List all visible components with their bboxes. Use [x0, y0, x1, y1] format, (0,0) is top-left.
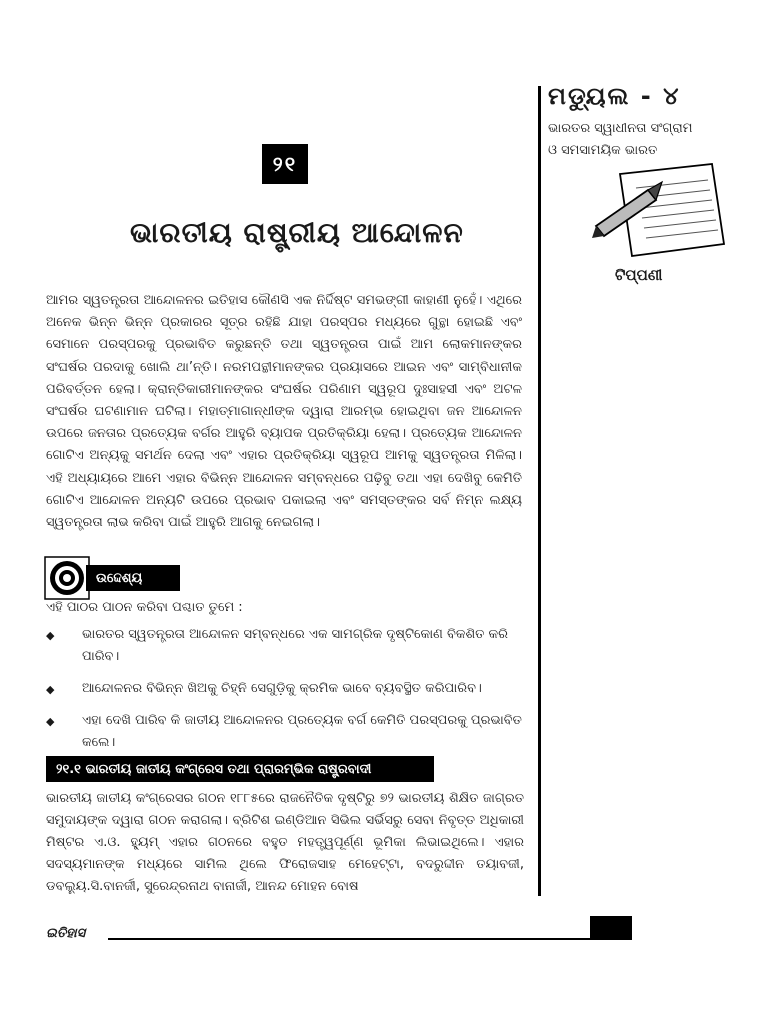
page-number-box	[590, 916, 632, 940]
module-subtitle-line-1: ଭାରତର ସ୍ୱାଧୀନତା ସଂଗ୍ରାମ	[548, 121, 693, 136]
section-paragraph: ଭାରତୀୟ ଜାତୀୟ କଂଗ୍ରେସର ଗଠନ ୧୮୮୫ରେ ରାଜନୈତିକ ଦୃଷ୍ଟିରୁ ୭୨ ଭାରତୀୟ ଶିକ୍ଷିତ ଜାଗ୍ରତ ସମୁଦାୟଙ୍କ ଦ୍ୱାରା ଗଠନ କରାଗଲା। ବ୍ରିଟିଶ ଇଣ୍ଡିଆନ ସିଭିଲ ସର୍ଭିସରୁ ସେବା ନିବୃତ୍ତ ଅଧିକାରୀ ମିଷ୍ଟର ଏ.ଓ. ହ୍ୟୁମ୍ ଏହାର ଗଠନରେ ବହୁତ ମହତ୍ତ୍ୱପୂର୍ଣ୍ଣ ଭୂମିକା ଲିଭାଇଥିଲେ। ଏହାର ସଦସ୍ୟମାନଙ୍କ ମଧ୍ୟରେ ସାମିଲ ଥିଲେ ଫିରୋଜସାହ ମେହେଟ୍ଟା, ବଦରୁଦ୍ଦୀନ ତୟାବଜୀ, ଡବଲ୍ୟୁ.ସି.ବାନର୍ଜୀ, ସୁରେନ୍ଦ୍ରନାଥ ବାନାର୍ଜୀ, ଆନନ୍ଦ ମୋହନ ବୋଷ	[46, 791, 524, 894]
module-subtitle	[548, 118, 738, 162]
section-heading: ୨୧.୧ ଭାରତୀୟ ଜାତୀୟ କଂଗ୍ରେସ ତଥା ପ୍ରାରମ୍ଭିକ ରାଷ୍ଟ୍ରବାଦୀ	[46, 756, 434, 782]
notes-label: ଟିପ୍ପଣୀ	[615, 266, 663, 284]
list-item: ◆ ଭାରତର ସ୍ୱତନ୍ତ୍ରତା ଆନ୍ଦୋଳନ ସମ୍ବନ୍ଧରେ ଏକ ସାମଗ୍ରିକ ଦୃଷ୍ଟିକୋଣ ବିକଶିତ କରି ପାରିବ।	[46, 627, 509, 664]
diamond-bullet-icon: ◆	[46, 715, 55, 728]
footer-subject: ଇତିହାସ	[46, 926, 86, 941]
list-item: ◆ ଆନ୍ଦୋଳନର ବିଭିନ୍ନ ଖିଅକୁ ଚିହ୍ନି ସେଗୁଡ଼ିକୁ କ୍ରମିକ ଭାବେ ବ୍ୟବସ୍ଥିତ କରିପାରିବ।	[46, 678, 526, 700]
list-item: ◆ ଏହା ଦେଖି ପାରିବ କି ଜାତୀୟ ଆନ୍ଦୋଳନର ପ୍ରତ୍ୟେକ ବର୍ଗ କେମିତି ପରସ୍ପରକୁ ପ୍ରଭାବିତ କଲେ।	[46, 713, 522, 750]
intro-paragraph: ଆମର ସ୍ୱତନ୍ତ୍ରତା ଆନ୍ଦୋଳନର ଇତିହାସ କୌଣସି ଏକ ନିର୍ଦ୍ଦିଷ୍ଟ ସମଭଙ୍ଗୀ କାହାଣୀ ନୁହେଁ। ଏଥିରେ ଅନେକ ଭିନ୍ନ ଭିନ୍ନ ପ୍ରକାରର ସୂତ୍ର ରହିଛି ଯାହା ପରସ୍ପର ମଧ୍ୟରେ ଗୁନ୍ଥା ହୋଇଛି ଏବଂ ସେମାନେ ପରସ୍ପରକୁ ପ୍ରଭାବିତ କରୁଛନ୍ତି ତଥା ସ୍ୱତନ୍ତ୍ରତା ପାଇଁ ଆମ ଲୋକମାନଙ୍କର ସଂଘର୍ଷର ପରଦାକୁ ଖୋଲି ଥା’ନ୍ତି। ନରମପନ୍ଥୀମାନଙ୍କର ପ୍ରୟାସରେ ଆଇନ ଏବଂ ସାମ୍ବିଧାନୀକ ପରିବର୍ତ୍ତନ ହେଲା। କ୍ରାନ୍ତିକାରୀମାନଙ୍କର ସଂଘର୍ଷର ପରିଣାମ ସ୍ୱରୂପ ଦୁଃସାହସୀ ଏବଂ ଅଟଳ ସଂଘର୍ଷର ଘଟଣାମାନ ଘଟିଲା। ମହାତ୍ମାଗାନ୍ଧୀଙ୍କ ଦ୍ୱାରା ଆରମ୍ଭ ହୋଇଥିବା ଜନ ଆନ୍ଦୋଳନ ଉପରେ ଜନତାର ପ୍ରତ୍ୟେକ ବର୍ଗର ଆହୁରି ବ୍ୟାପକ ପ୍ରତିକ୍ରିୟା ହେଲା। ପ୍ରତ୍ୟେକ ଆନ୍ଦୋଳନ ଗୋଟିଏ ଅନ୍ୟକୁ ସମର୍ଥନ ଦେଲା ଏବଂ ଏହାର ପ୍ରତିକ୍ରିୟା ସ୍ୱରୂପ ଆମକୁ ସ୍ୱତନ୍ତ୍ରତା ମିଳିଲା। ଏହି ଅଧ୍ୟାୟରେ ଆମେ ଏହାର ବିଭିନ୍ନ ଆନ୍ଦୋଳନ ସମ୍ବନ୍ଧରେ ପଢ଼ିବୁ ତଥା ଏହା ଦେଖିବୁ କେମିତି ଗୋଟିଏ ଆନ୍ଦୋଳନ ଅନ୍ୟଟି ଉପରେ ପ୍ରଭାବ ପକାଇଲା ଏବଂ ସମସ୍ତଙ୍କର ସର୍ବ ନିମ୍ନ ଲକ୍ଷ୍ୟ ସ୍ୱତନ୍ତ୍ରତା ଲାଭ କରିବା ପାଇଁ ଆହୁରି ଆଗକୁ ନେଇଗଲା।	[46, 293, 522, 531]
chapter-number: ୨୧	[262, 144, 308, 184]
objectives-heading: ଉଦ୍ଦେଶ୍ୟ	[86, 565, 180, 591]
module-title: ମଡ୍ୟୁଲ - ୪	[548, 82, 681, 110]
footer-rule	[108, 938, 590, 940]
margin-rule	[538, 86, 541, 896]
diamond-bullet-icon: ◆	[46, 629, 55, 642]
notepad-pencil-icon	[590, 160, 730, 260]
module-subtitle-line-2: ଓ ସମସାମୟିକ ଭାରତ	[548, 143, 658, 158]
diamond-bullet-icon: ◆	[46, 683, 55, 696]
objectives-list	[46, 624, 526, 764]
target-icon	[44, 556, 90, 600]
chapter-title: ଭାରତୀୟ ରାଷ୍ଟ୍ରୀୟ ଆନ୍ଦୋଳନ	[130, 216, 464, 249]
objectives-lead: ଏହି ପାଠର ପାଠନ କରିବା ପଶ୍ଚାତ ତୁମେ :	[46, 600, 243, 615]
